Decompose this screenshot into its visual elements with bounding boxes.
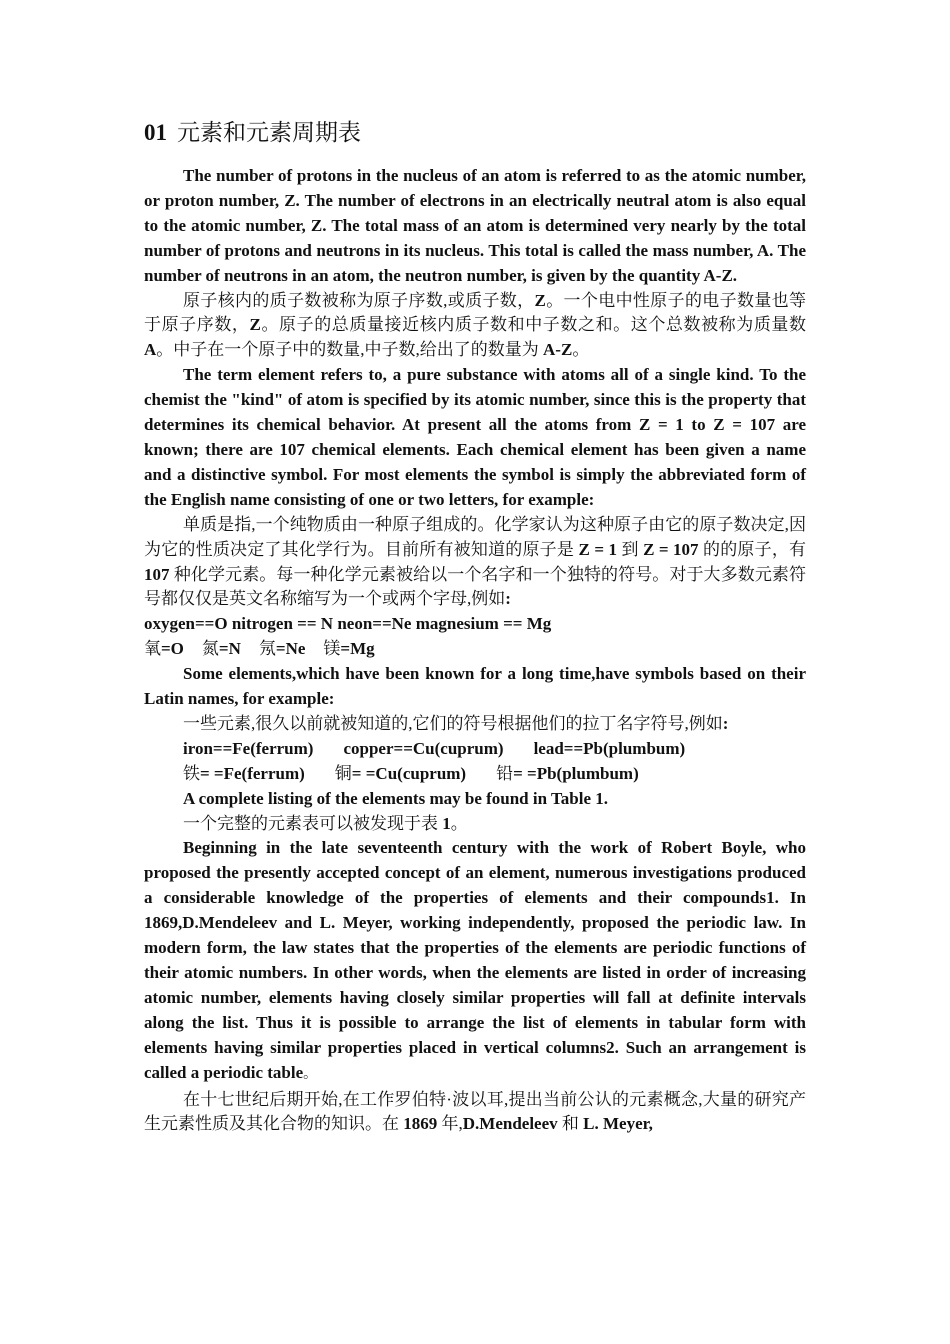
- section-number: 01: [144, 120, 167, 145]
- example-item: iron==Fe(ferrum): [183, 738, 314, 758]
- example-item: 氖=Ne: [258, 639, 306, 659]
- example-item: copper==Cu(cuprum): [343, 738, 504, 758]
- latin-examples-english: [144, 737, 806, 762]
- section-title-text: 元素和元素周期表: [177, 120, 361, 145]
- example-item: 铅= =Pb(plumbum): [496, 763, 639, 783]
- paragraph-3-english: Some elements,which have been known for a long time,have symbols based on their Latin names, for example:: [144, 664, 806, 709]
- example-item: 铁= =Fe(ferrum): [183, 763, 305, 783]
- paragraph-2-english: The term element refers to, a pure substance with atoms all of a single kind. To the chemist the "kind" of atom is specified by its atomic number, since this is the property that determines its chemical behavior. At present all the atoms from Z = 1 to Z = 107 are known; there are 107 chemical elements. Each chemical element has been given a name and a distinctive symbol. For most elements the symbol is simply the abbreviated form of the English name consisting of one or two letters, for example:: [144, 365, 806, 509]
- example-item: 镁=Mg: [323, 639, 375, 659]
- paragraph-2-chinese: 单质是指,一个纯物质由一种原子组成的。化学家认为这种原子由它的原子数决定,因为它的性质决定了其化学行为。目前所有被知道的原子是 Z = 1 到 Z = 107 的的原子，有 107 种化学元素。每一种化学元素被给以一个名字和一个独特的符号。对于大多数元素符号都仅仅是英文名称缩写为一个或两个字母,例如:: [144, 514, 807, 609]
- paragraph-4-chinese: 一个完整的元素表可以被发现于表 1。: [183, 813, 468, 833]
- latin-examples-chinese: [144, 762, 806, 787]
- paragraph-1-english: The number of protons in the nucleus of an atom is referred to as the atomic number, or proton number, Z. The number of electrons in an electrically neutral atom is also equal to the atomic number, Z. The total mass of an atom is determined very nearly by the total number of protons and neutrons in its nucleus. This total is called the mass number, A. The number of neutrons in an atom, the neutron number, is given by the quantity A-Z.: [144, 166, 806, 285]
- example-item: 氮=N: [201, 639, 241, 659]
- element-examples-chinese: [144, 637, 806, 662]
- paragraph-5-english: Beginning in the late seventeenth century with the work of Robert Boyle, who proposed the presently accepted concept of an element, numerous investigations produced a considerable knowledge of the properties of elements and their compounds1. In 1869,D.Mendeleev and L. Meyer, working independently, proposed the periodic law. In modern form, the law states that the properties of the elements are periodic functions of their atomic numbers. In other words, when the elements are listed in order of increasing atomic number, elements having closely similar properties will fall at definite intervals along the list. Thus it is possible to arrange the list of elements in tabular form with elements having similar properties placed in vertical columns2. Such an arrangement is called a periodic table。: [144, 838, 806, 1082]
- example-item: 氧=O: [144, 639, 184, 659]
- element-examples-english: oxygen==O nitrogen == N neon==Ne magnesium == Mg: [144, 614, 552, 634]
- paragraph-3-chinese: 一些元素,很久以前就被知道的,它们的符号根据他们的拉丁名字符号,例如:: [183, 713, 729, 733]
- example-item: lead==Pb(plumbum): [533, 738, 686, 758]
- paragraph-1-chinese: 原子核内的质子数被称为原子序数,或质子数，Z。一个电中性原子的电子数量也等于原子序数，Z。原子的总质量接近核内质子数和中子数之和。这个总数被称为质量数 A。中子在一个原子中的数量,中子数,给出了的数量为 A-Z。: [144, 290, 807, 360]
- section-title: [144, 116, 806, 150]
- paragraph-4-english: A complete listing of the elements may be found in Table 1.: [183, 788, 609, 808]
- document-page: [144, 116, 806, 1137]
- example-item: 铜= =Cu(cuprum): [334, 763, 467, 783]
- paragraph-5-chinese: 在十七世纪后期开始,在工作罗伯特·波以耳,提出当前公认的元素概念,大量的研究产生元素性质及其化合物的知识。在 1869 年,D.Mendeleev 和 L. Meyer,: [144, 1089, 806, 1134]
